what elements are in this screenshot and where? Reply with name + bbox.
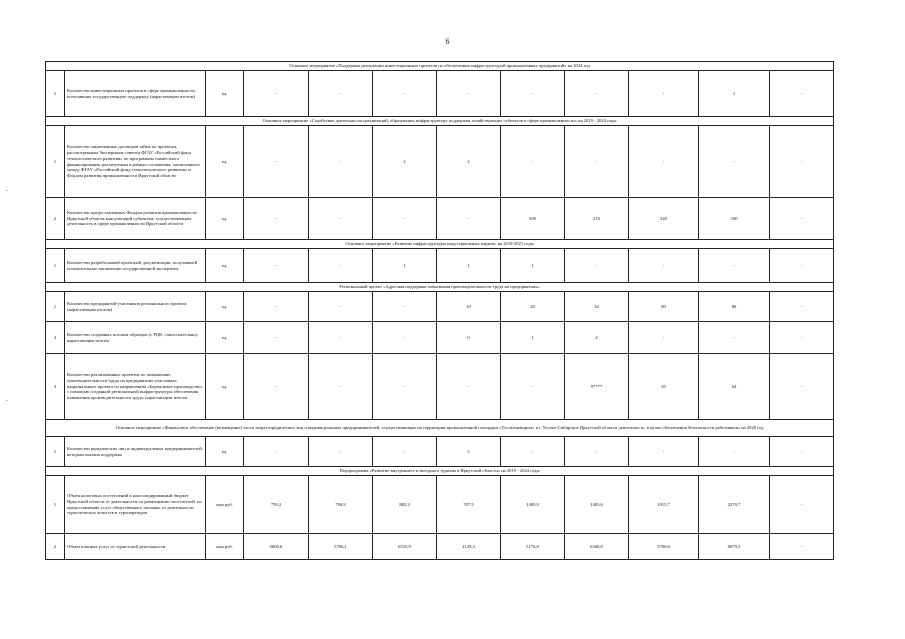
value-cell: - bbox=[309, 354, 373, 420]
table-row bbox=[46, 292, 834, 322]
value-cell: 10 bbox=[437, 292, 501, 322]
value-cell: 5 bbox=[437, 437, 501, 467]
value-cell: - bbox=[309, 126, 373, 198]
value-cell: 5600,6 bbox=[244, 534, 309, 560]
value-cell: - bbox=[244, 292, 309, 322]
value-cell: 6879,3 bbox=[699, 534, 770, 560]
value-cell: - bbox=[770, 71, 834, 117]
unit-cell: ед. bbox=[206, 437, 244, 467]
value-cell: 2129,3 bbox=[437, 534, 501, 560]
value-cell: 1 bbox=[699, 71, 770, 117]
value-cell: - bbox=[309, 249, 373, 283]
indicator-name: Количество предоставленных Фондом развития промышленности Иркутской области консультаций субъектам, осуществляющим деятельность в сфере промышленности Иркутской области bbox=[65, 198, 206, 240]
table-row bbox=[46, 322, 834, 354]
value-cell: - bbox=[770, 198, 834, 240]
unit-cell: ед. bbox=[206, 71, 244, 117]
table-row bbox=[46, 354, 834, 420]
value-cell: 86 bbox=[699, 292, 770, 322]
value-cell: - bbox=[699, 249, 770, 283]
value-cell: - bbox=[770, 322, 834, 354]
value-cell: - bbox=[770, 126, 834, 198]
value-cell: - bbox=[629, 437, 699, 467]
value-cell: - bbox=[770, 354, 834, 420]
value-cell: 310 bbox=[565, 198, 629, 240]
row-number: 1 bbox=[46, 437, 65, 467]
table-row bbox=[46, 198, 834, 240]
table-row bbox=[46, 476, 834, 534]
value-cell: 34 bbox=[565, 292, 629, 322]
indicator-name: Количество разработанной проектной документации, получившей положительное заключение государственной экспертизы bbox=[65, 249, 206, 283]
value-cell: - bbox=[501, 71, 565, 117]
value-cell: 5790,6 bbox=[629, 534, 699, 560]
indicator-name: Количество юридических лиц и индивидуальных предпринимателей, которым оказана поддержка bbox=[65, 437, 206, 467]
indicator-name: Количество предприятий-участников регионального проекта (нарастающим итогом) bbox=[65, 292, 206, 322]
value-cell: 35 bbox=[629, 354, 699, 420]
value-cell: 6340,0 bbox=[565, 534, 629, 560]
value-cell: 2270,7 bbox=[699, 476, 770, 534]
value-cell: - bbox=[565, 437, 629, 467]
value-cell: - bbox=[373, 322, 437, 354]
value-cell: - bbox=[309, 437, 373, 467]
indicator-name: Объем платных услуг от туристской деятельности bbox=[65, 534, 206, 560]
indicator-name: Количество инвестиционных проектов в сфере промышленности, получивших государственную поддержку (нарастающим итогом) bbox=[65, 71, 206, 117]
value-cell: 2 bbox=[373, 126, 437, 198]
value-cell: 64 bbox=[699, 354, 770, 420]
row-number: 1 bbox=[46, 249, 65, 283]
value-cell: 6535,9 bbox=[373, 534, 437, 560]
value-cell: - bbox=[437, 354, 501, 420]
indicators-table bbox=[45, 61, 834, 560]
value-cell: - bbox=[770, 534, 834, 560]
row-number: 2 bbox=[46, 198, 65, 240]
value-cell: - bbox=[373, 437, 437, 467]
value-cell: 2 bbox=[437, 126, 501, 198]
row-number: 2 bbox=[46, 534, 65, 560]
value-cell: 1409,9 bbox=[501, 476, 565, 534]
row-number: 2 bbox=[46, 322, 65, 354]
value-cell: - bbox=[373, 292, 437, 322]
value-cell: 1 bbox=[373, 249, 437, 283]
value-cell: - bbox=[244, 322, 309, 354]
indicator-name: Количество созданных потоков-образцов (с РЦК, самостоятельно), нарастающим итогом bbox=[65, 322, 206, 354]
value-cell: - bbox=[373, 198, 437, 240]
value-cell: - bbox=[565, 249, 629, 283]
value-cell: 320 bbox=[629, 198, 699, 240]
row-number: 1 bbox=[46, 292, 65, 322]
value-cell: - bbox=[565, 71, 629, 117]
value-cell: 5706,1 bbox=[309, 534, 373, 560]
value-cell: - bbox=[629, 322, 699, 354]
value-cell: - bbox=[699, 437, 770, 467]
table-row bbox=[46, 534, 834, 560]
value-cell: - bbox=[309, 71, 373, 117]
value-cell: - bbox=[770, 249, 834, 283]
value-cell: - bbox=[770, 292, 834, 322]
row-number: 1 bbox=[46, 476, 65, 534]
value-cell: - bbox=[501, 437, 565, 467]
value-cell: - bbox=[699, 322, 770, 354]
page-number: 6 bbox=[445, 37, 450, 46]
value-cell: 1 bbox=[501, 249, 565, 283]
value-cell: 1403,6 bbox=[565, 476, 629, 534]
value-cell: 882,3 bbox=[373, 476, 437, 534]
value-cell: - bbox=[244, 437, 309, 467]
value-cell: - bbox=[699, 126, 770, 198]
value-cell: - bbox=[309, 292, 373, 322]
value-cell: 1 bbox=[501, 322, 565, 354]
unit-cell: ед. bbox=[206, 322, 244, 354]
unit-cell: млн руб. bbox=[206, 476, 244, 534]
value-cell: - bbox=[309, 322, 373, 354]
value-cell: 4 bbox=[565, 322, 629, 354]
value-cell: 300 bbox=[501, 198, 565, 240]
section-title: Основное мероприятие «Поддержка реализации инвестиционных проектов по обеспечению инфраструктурой промышленных предприятий» на 2024 год bbox=[46, 62, 834, 71]
value-cell: 759,2 bbox=[244, 476, 309, 534]
unit-cell: ед. bbox=[206, 292, 244, 322]
unit-cell: ед. bbox=[206, 126, 244, 198]
margin-mark: - bbox=[6, 188, 8, 194]
indicator-name: Количество реализованных проектов по повышению производительности труда на предприятиях-участниках национального проекта по направлению «Бережливое производство» с помощью созданной региональной инфраструктуры обеспечения повышения производительности труда, нарастающим итогом bbox=[65, 354, 206, 420]
indicator-name: Количество заключенных договоров займа по проектам, рассмотренным Экспертным советом ФГАУ «Российский фонд технологического развития» по программам совместного финансирования, реализуемым в рамках соглашения, заключенного между ФГАУ «Российский фонд технологического развития» и Фондом развития промышленности Иркутской области bbox=[65, 126, 206, 198]
margin-mark: - bbox=[6, 398, 8, 404]
unit-cell: млн руб. bbox=[206, 534, 244, 560]
table-row bbox=[46, 437, 834, 467]
value-cell: - bbox=[770, 437, 834, 467]
value-cell: - bbox=[629, 126, 699, 198]
value-cell: - bbox=[373, 71, 437, 117]
value-cell: 5176,8 bbox=[501, 534, 565, 560]
row-number: 3 bbox=[46, 354, 65, 420]
value-cell: - bbox=[244, 198, 309, 240]
value-cell: - bbox=[565, 126, 629, 198]
value-cell: - bbox=[244, 354, 309, 420]
unit-cell: ед. bbox=[206, 198, 244, 240]
value-cell: - bbox=[770, 476, 834, 534]
indicator-name: Объем налоговых поступлений в консолидированный бюджет Иркутской области от деятельности по размещению посетителей, по предоставлению услуг общественного питания, от деятельности туристических агентств и туроператоров bbox=[65, 476, 206, 534]
unit-cell: ед. bbox=[206, 249, 244, 283]
section-title: Подпрограмма «Развитие внутреннего и въездного туризма в Иркутской области» на 2019 - 2024 годы bbox=[46, 467, 834, 476]
value-cell: - bbox=[373, 354, 437, 420]
row-number: 1 bbox=[46, 71, 65, 117]
value-cell: - bbox=[629, 249, 699, 283]
value-cell: 1915,7 bbox=[629, 476, 699, 534]
row-number: 1 bbox=[46, 126, 65, 198]
value-cell: - bbox=[244, 126, 309, 198]
value-cell: - bbox=[629, 71, 699, 117]
value-cell: 20 bbox=[501, 292, 565, 322]
table-row bbox=[46, 249, 834, 283]
value-cell: - bbox=[437, 71, 501, 117]
value-cell: - bbox=[501, 126, 565, 198]
value-cell: 60 bbox=[629, 292, 699, 322]
value-cell: - bbox=[244, 71, 309, 117]
section-title: Основное мероприятие «Развитие инфраструктуры индустриальных парков» на 2019-2021 годы bbox=[46, 240, 834, 249]
value-cell: - bbox=[244, 249, 309, 283]
table-row bbox=[46, 126, 834, 198]
value-cell: - bbox=[437, 198, 501, 240]
table-row bbox=[46, 71, 834, 117]
section-title: Региональный проект «Адресная поддержка повышения производительности труда на предприятиях» bbox=[46, 283, 834, 292]
value-cell: - bbox=[501, 354, 565, 420]
value-cell: 1 bbox=[437, 249, 501, 283]
section-title: Основное мероприятие «Финансовое обеспечение (возмещение) части затрат юридических лиц и индивидуальных предпринимателей, осуществляющих на территории промышленной площадки «Усольехимпром» в г. Усолье-Сибирское Иркутской области деятельность, в целях обеспечения безопасности работников» на 2020 год bbox=[46, 420, 834, 437]
value-cell: - bbox=[309, 198, 373, 240]
value-cell: 0 bbox=[437, 322, 501, 354]
value-cell: 794,9 bbox=[309, 476, 373, 534]
section-title: Основное мероприятие «Содействие деятельности организаций, образующих инфраструктуру поддержки хозяйствующих субъектов в сфере промышленности» на 2019 - 2024 годы bbox=[46, 117, 834, 126]
value-cell: 9**** bbox=[565, 354, 629, 420]
value-cell: 330 bbox=[699, 198, 770, 240]
unit-cell: ед. bbox=[206, 354, 244, 420]
value-cell: 707,5 bbox=[437, 476, 501, 534]
